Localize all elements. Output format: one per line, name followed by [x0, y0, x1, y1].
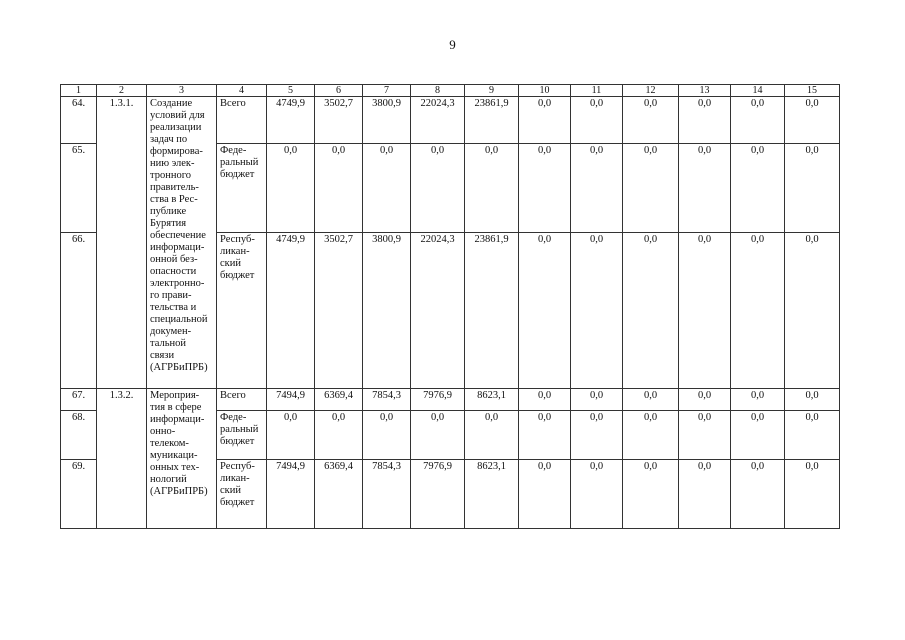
value-cell: 0,0	[465, 144, 519, 233]
value-cell: 0,0	[785, 460, 840, 529]
value-cell: 0,0	[411, 144, 465, 233]
value-cell: 0,0	[731, 389, 785, 411]
table-row	[61, 97, 840, 144]
value-cell: 0,0	[411, 411, 465, 460]
value-cell: 0,0	[267, 411, 315, 460]
column-header: 15	[785, 85, 840, 97]
value-cell: 0,0	[731, 97, 785, 144]
value-cell: 0,0	[519, 389, 571, 411]
value-cell: 0,0	[519, 460, 571, 529]
value-cell: 0,0	[731, 460, 785, 529]
column-header: 5	[267, 85, 315, 97]
row-number: 65.	[61, 144, 97, 233]
column-header: 3	[147, 85, 217, 97]
measure-name: Мероприя- тия в сфере информаци- онно- телеком- муникаци- онных тех- нологий (АГРБиПРБ)	[147, 389, 217, 529]
value-cell: 8623,1	[465, 460, 519, 529]
value-cell: 0,0	[731, 144, 785, 233]
column-header: 6	[315, 85, 363, 97]
value-cell: 0,0	[785, 389, 840, 411]
value-cell: 0,0	[519, 233, 571, 389]
value-cell: 0,0	[571, 233, 623, 389]
value-cell: 0,0	[363, 411, 411, 460]
funding-source: Респуб- ликан- ский бюджет	[217, 233, 267, 389]
value-cell: 0,0	[571, 144, 623, 233]
value-cell: 0,0	[571, 389, 623, 411]
header-row	[61, 85, 840, 97]
value-cell: 8623,1	[465, 389, 519, 411]
value-cell: 0,0	[731, 233, 785, 389]
table-row	[61, 389, 840, 411]
value-cell: 23861,9	[465, 233, 519, 389]
funding-source: Всего	[217, 97, 267, 144]
funding-source: Респуб- ликан- ский бюджет	[217, 460, 267, 529]
value-cell: 0,0	[519, 97, 571, 144]
page-number: 9	[449, 37, 456, 52]
value-cell: 0,0	[623, 411, 679, 460]
value-cell: 0,0	[679, 144, 731, 233]
measure-name: Создание условий для реализации задач по формирова- нию элек- тронного правитель- ства в Рес- публике Бурятия обеспечение информаци- онной без- опасности электронно- го прави- тельства и специальной докумен- тальной связи (АГРБиПРБ)	[147, 97, 217, 389]
column-header: 2	[97, 85, 147, 97]
row-number: 64.	[61, 97, 97, 144]
value-cell: 4749,9	[267, 233, 315, 389]
value-cell: 0,0	[315, 144, 363, 233]
value-cell: 0,0	[785, 233, 840, 389]
value-cell: 0,0	[679, 97, 731, 144]
value-cell: 3502,7	[315, 97, 363, 144]
value-cell: 0,0	[623, 389, 679, 411]
value-cell: 6369,4	[315, 460, 363, 529]
column-header: 7	[363, 85, 411, 97]
value-cell: 4749,9	[267, 97, 315, 144]
value-cell: 22024,3	[411, 97, 465, 144]
column-header: 13	[679, 85, 731, 97]
value-cell: 3502,7	[315, 233, 363, 389]
row-number: 67.	[61, 389, 97, 411]
row-number: 68.	[61, 411, 97, 460]
value-cell: 7976,9	[411, 389, 465, 411]
value-cell: 0,0	[623, 460, 679, 529]
funding-source: Феде- ральный бюджет	[217, 144, 267, 233]
value-cell: 7976,9	[411, 460, 465, 529]
value-cell: 0,0	[623, 233, 679, 389]
value-cell: 0,0	[315, 411, 363, 460]
value-cell: 0,0	[571, 411, 623, 460]
value-cell: 0,0	[571, 460, 623, 529]
value-cell: 0,0	[363, 144, 411, 233]
value-cell: 3800,9	[363, 97, 411, 144]
funding-source: Феде- ральный бюджет	[217, 411, 267, 460]
value-cell: 0,0	[785, 97, 840, 144]
budget-table	[60, 84, 840, 529]
column-header: 12	[623, 85, 679, 97]
value-cell: 0,0	[679, 411, 731, 460]
value-cell: 7494,9	[267, 460, 315, 529]
value-cell: 0,0	[679, 460, 731, 529]
value-cell: 7494,9	[267, 389, 315, 411]
column-header: 10	[519, 85, 571, 97]
value-cell: 7854,3	[363, 460, 411, 529]
value-cell: 0,0	[623, 144, 679, 233]
value-cell: 3800,9	[363, 233, 411, 389]
value-cell: 7854,3	[363, 389, 411, 411]
measure-code: 1.3.2.	[97, 389, 147, 529]
column-header: 4	[217, 85, 267, 97]
value-cell: 0,0	[623, 97, 679, 144]
value-cell: 0,0	[731, 411, 785, 460]
value-cell: 0,0	[519, 144, 571, 233]
value-cell: 0,0	[785, 411, 840, 460]
value-cell: 0,0	[519, 411, 571, 460]
row-number: 69.	[61, 460, 97, 529]
column-header: 1	[61, 85, 97, 97]
column-header: 11	[571, 85, 623, 97]
value-cell: 0,0	[785, 144, 840, 233]
row-number: 66.	[61, 233, 97, 389]
value-cell: 0,0	[679, 389, 731, 411]
value-cell: 22024,3	[411, 233, 465, 389]
funding-source: Всего	[217, 389, 267, 411]
column-header: 8	[411, 85, 465, 97]
value-cell: 0,0	[571, 97, 623, 144]
value-cell: 0,0	[465, 411, 519, 460]
column-header: 9	[465, 85, 519, 97]
value-cell: 0,0	[679, 233, 731, 389]
measure-code: 1.3.1.	[97, 97, 147, 389]
value-cell: 6369,4	[315, 389, 363, 411]
column-header: 14	[731, 85, 785, 97]
value-cell: 23861,9	[465, 97, 519, 144]
value-cell: 0,0	[267, 144, 315, 233]
